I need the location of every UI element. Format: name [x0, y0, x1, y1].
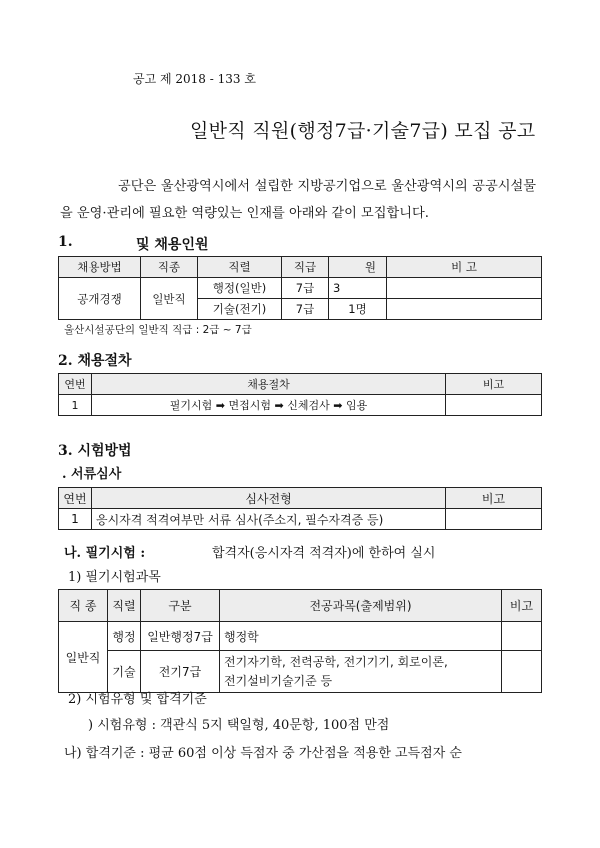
grade-cell: 7급: [282, 278, 329, 299]
review-content-cell: 응시자격 적격여부만 서류 심사(주소지, 필수자격증 등): [92, 509, 446, 530]
series-cell: 기술: [108, 651, 141, 693]
header-cell: 원: [329, 257, 387, 278]
remark-cell: [446, 509, 542, 530]
section2-title: 2. 채용절차: [58, 353, 132, 369]
exam-subjects-table: [58, 589, 542, 693]
table-row: [59, 278, 542, 299]
table-header-row: [59, 257, 542, 278]
table-header-row: [59, 590, 542, 622]
row-number-cell: 1: [59, 395, 92, 416]
count-cell: 1명: [329, 299, 387, 320]
category-cell: 일반행정7급: [141, 622, 220, 651]
remark-cell: [446, 395, 542, 416]
document-review-title: . 서류심사: [62, 467, 122, 482]
recruitment-table: [58, 256, 542, 320]
notice-number: 공고 제 2018 - 133 호: [133, 72, 256, 86]
table-header-row: [59, 374, 542, 395]
written-exam-subjects-title: 1) 필기시험과목: [68, 570, 161, 585]
subjects-line: 전기자기학, 전력공학, 전기기기, 회로이론,: [224, 654, 448, 669]
table-row: [59, 509, 542, 530]
section1-title: 및 채용인원: [136, 237, 209, 253]
series-cell: 기술(전기): [198, 299, 282, 320]
remark-cell: [502, 651, 542, 693]
exam-type-item: ) 시험유형 : 객관식 5지 택일형, 40문항, 100점 만점: [88, 718, 390, 733]
remark-cell: [387, 278, 542, 299]
job-type-cell: 일반직: [141, 278, 198, 320]
header-cell: 채용절차: [92, 374, 446, 395]
header-cell: 직종: [141, 257, 198, 278]
table-row: [59, 651, 542, 693]
header-cell: 비고: [446, 488, 542, 509]
header-cell: 연번: [59, 488, 92, 509]
subjects-cell: 행정학: [220, 622, 502, 651]
row-number-cell: 1: [59, 509, 92, 530]
header-cell: 직급: [282, 257, 329, 278]
written-exam-text: 합격자(응시자격 적격자)에 한하여 실시: [212, 546, 436, 561]
page-title: 일반직 직원(행정7급·기술7급) 모집 공고: [190, 120, 536, 142]
procedure-table: [58, 373, 542, 416]
intro-paragraph: [60, 173, 536, 227]
pass-criteria-item: 나) 합격기준 : 평균 60점 이상 득점자 중 가산점을 적용한 고득점자 순: [64, 746, 462, 761]
table-row: [59, 395, 542, 416]
header-cell: 비 고: [387, 257, 542, 278]
job-type-cell: 일반직: [59, 622, 108, 693]
grade-cell: 7급: [282, 299, 329, 320]
header-cell: 전공과목(출제범위): [220, 590, 502, 622]
header-cell: 심사전형: [92, 488, 446, 509]
header-cell: 직렬: [198, 257, 282, 278]
header-cell: 비고: [446, 374, 542, 395]
grade-note: 울산시설공단의 일반직 직급 : 2급 ~ 7급: [64, 324, 252, 336]
series-cell: 행정(일반): [198, 278, 282, 299]
series-cell: 행정: [108, 622, 141, 651]
document-review-table: [58, 487, 542, 530]
category-cell: 전기7급: [141, 651, 220, 693]
method-cell: 공개경쟁: [59, 278, 141, 320]
header-cell: 비고: [502, 590, 542, 622]
header-cell: 채용방법: [59, 257, 141, 278]
table-header-row: [59, 488, 542, 509]
header-cell: 직 종: [59, 590, 108, 622]
table-row: [59, 622, 542, 651]
section1-number: 1.: [58, 234, 73, 250]
header-cell: 연번: [59, 374, 92, 395]
section3-title: 3. 시험방법: [58, 443, 132, 459]
remark-cell: [502, 622, 542, 651]
written-exam-label: 나. 필기시험 :: [64, 546, 146, 561]
header-cell: 직렬: [108, 590, 141, 622]
exam-type-title: 2) 시험유형 및 합격기준: [68, 692, 207, 707]
header-cell: 구분: [141, 590, 220, 622]
count-cell: 3: [329, 278, 387, 299]
subjects-cell: [220, 651, 502, 693]
procedure-cell: 필기시험 ➡ 면접시험 ➡ 신체검사 ➡ 임용: [92, 395, 446, 416]
remark-cell: [387, 299, 542, 320]
intro-text: 공단은 울산광역시에서 설립한 지방공기업으로 울산광역시의 공공시설물을 운영·관리에 필요한 역량있는 인재를 아래와 같이 모집합니다.: [60, 179, 536, 221]
subjects-line: 전기설비기술기준 등: [224, 673, 333, 688]
